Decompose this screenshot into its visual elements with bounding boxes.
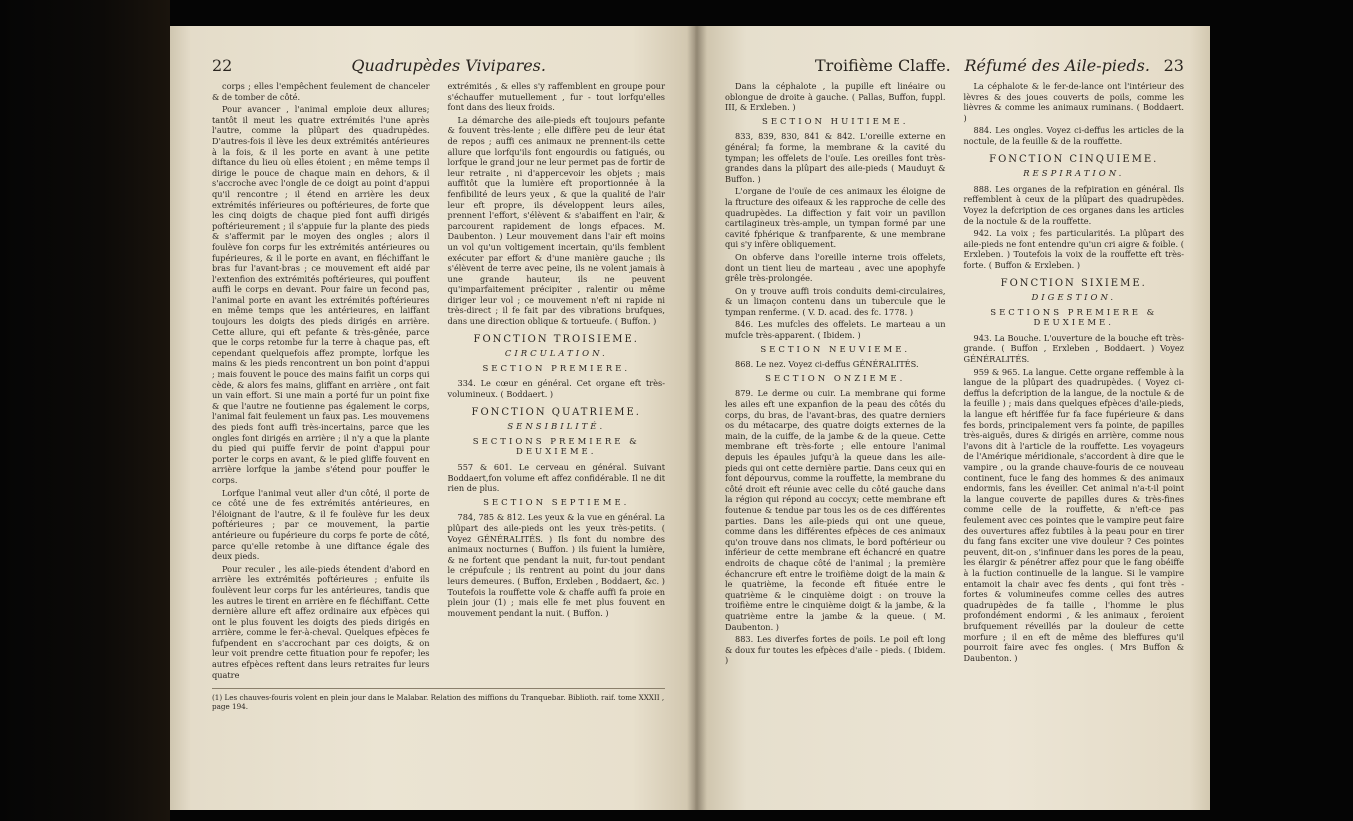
- section-heading: SECTION ONZIEME.: [765, 373, 906, 384]
- section-heading: SECTION NEUVIEME.: [760, 344, 911, 355]
- right-running-head: [725, 56, 1184, 75]
- paragraph: La céphalote & le fer-de-lance ont l'intérieur des lèvres & des joues couverts de poils, comme les lièvres & comme les animaux ruminans. ( Boddaert. ): [963, 81, 1184, 123]
- paragraph: On obferve dans l'oreille interne trois offelets, dont un tient lieu de marteau , avec une apophyfe grêle très-prolongée.: [725, 251, 946, 284]
- paragraph: Pour avancer , l'animal emploie deux allures; tantôt il meut les quatre extrémités l'une après l'autre, comme la plûpart des quadrupèdes. D'autres-fois il lève les deux extrémités antérieures à la fois, & il les porte en avant à une petite diftance du lieu où elles étoient ; en même temps il dirige le pouce de chaque main en dehors, & il s'accroche avec l'ongle de ce doigt au point d'appui qu'il rencontre ; il étend en arrière les deux extrémités inférieures ou poftérieures, de forte que les cinq doigts de chaque pied font auffi dirigés poftérieurement ; il s'appuie fur la plante des pieds & s'affermit par le moyen des ongles ; alors il foulève fon corps fur les extrémités antérieures ou fupérieures, & il le porte en avant, en fléchiffant le bras fur l'avant-bras ; ce mouvement eft aidé par l'extenfion des extrémités poftérieures, qui pouffent auffi le corps en devant. Pour faire un fecond pas, l'animal porte en avant les extrémités poftérieures en même temps que les antérieures, en laiffant toujours les doigts des pieds dirigés en arrière. Cette allure, qui eft pefante & très-gênée, parce que le corps retombe fur la terre à chaque pas, eft cependant quelquefois affez prompte, lorfque les mains & les pieds rencontrent un bon point d'appui ; mais fouvent le pouce des mains faifit un corps qui cède, & alors fes mains, gliffant en arrière , ont fait un vain effort. Si une main a porté fur un point fixe & que l'autre ne foutienne pas également le corps, l'animal fait feulement un faux pas. Les mouvemens des pieds font auffi très-incertains, parce que les ongles font dirigés en arrière ; il n'y a que la plante du pied qui puiffe fervir de point d'appui pour porter le corps en avant, & le pied gliffe fouvent en arrière lorfque la jambe s'étend pour pouffer le corps.: [212, 104, 430, 485]
- right-page-number: 23: [1163, 56, 1184, 75]
- paragraph: La démarche des aile-pieds eft toujours pefante & fouvent très-lente ; elle diffère peu de leur état de repos ; auffi ces animaux ne prennent-ils cette allure que lorfqu'ils font engourdis ou fatigués, ou lorfque le grand jour ne leur permet pas de fortir de leur retraite , ni d'appercevoir les objets ; mais auffitôt que la lumière eft proportionnée à la fenfibilité de leurs yeux , & que la qualité de l'air leur eft propre, ils développent leurs ailes, prennent l'effort, s'élèvent & s'abaiffent en l'air, & parcourent rapidement de longs efpaces. M. Daubenton. ) Leur mouvement dans l'air eft moins un vol qu'un voltigement incertain, qu'ils femblent exécuter par effort & d'une manière gauche ; ils s'élèvent de terre avec peine, ils ne volent jamais à une grande hauteur, ils ne peuvent qu'imparfaitement précipiter , ralentir ou même diriger leur vol ; ce mouvement n'eft ni rapide ni très-direct ; il fe fait par des vibrations brufques, dans une direction oblique & tortueufe. ( Buffon. ): [447, 114, 665, 327]
- paragraph: extrémités , & elles s'y raffemblent en groupe pour s'échauffer mutuellement , fur - tout lorfqu'elles font dans des lieux froids.: [447, 81, 665, 113]
- subheading: SENSIBILITÉ.: [507, 422, 606, 433]
- section-heading: SECTIONS PREMIERE & DEUXIEME.: [472, 436, 640, 458]
- left-running-title: Quadrupèdes Vivipares.: [351, 56, 546, 75]
- left-page: [170, 26, 695, 810]
- paragraph: Pour reculer , les aile-pieds étendent d'abord en arrière les extrémités poftérieures ; enfuite ils foulèvent leur corps fur les antérieures, tandis que les autres le tirent en arrière en fe fléchiffant. Cette dernière allure eft affez ordinaire aux efpèces qui ont le plus fouvent les doigts des pieds dirigés en arrière, comme le fer-à-cheval. Quelques efpèces fe fufpendent en s'accrochant par ces doigts, & on leur voit prendre cette fituation pour fe repofer; les autres efpèces reftent dans leurs retraites fur leurs quatre: [212, 563, 430, 680]
- book-spread: [170, 26, 1210, 810]
- paragraph: On y trouve auffi trois conduits demi-circulaires, & un limaçon contenu dans un tubercule que le tympan renferme. ( V. D. acad. des fc. 1778. ): [725, 285, 946, 317]
- paragraph: 943. La Bouche. L'ouverture de la bouche eft très-grande. ( Buffon , Erxleben , Boddaert. ) Voyez GÉNÉRALITÉS.: [963, 332, 1184, 365]
- paragraph: 833, 839, 830, 841 & 842. L'oreille externe en général; fa forme, la membrane & la cavité du tympan; les offelets de l'ouïe. Les oreilles font très-grandes dans la plûpart des aile-pieds ( Mauduyt & Buffon. ): [725, 131, 946, 184]
- section-heading: SECTION PREMIERE.: [482, 363, 631, 374]
- paragraph: Lorfque l'animal veut aller d'un côté, il porte de ce côté une de fes extrémités antérieures, en l'éloignant de l'autre, & il fe foulève fur les deux poftérieures ; par ce mouvement, la partie antérieure ou fupérieure du corps fe porte de côté, parce qu'elle retombe à une diftance égale des deux pieds.: [212, 487, 430, 562]
- left-running-head: [212, 56, 665, 75]
- right-page: [695, 26, 1210, 810]
- left-column-1: [212, 81, 430, 682]
- paragraph: 942. La voix ; fes particularités. La plûpart des aile-pieds ne font entendre qu'un cri aigre & foible. ( Erxleben. ) Toutefois la voix de la rouffette eft très-forte. ( Buffon & Erxleben. ): [963, 228, 1184, 270]
- section-heading: SECTION SEPTIEME.: [483, 497, 630, 508]
- right-columns: [725, 81, 1184, 668]
- right-column-2: [964, 81, 1185, 668]
- section-heading: FONCTION CINQUIEME.: [989, 153, 1159, 165]
- paragraph: 959 & 965. La langue. Cette organe reffemble à la langue de la plûpart des quadrupèdes. ( Voyez ci-deffus la defcription de la langue, de la noctule & de la feuille ) ; mais dans quelques efpèces d'aile-pieds, la langue eft hériffée fur fa face fupérieure & dans fes bords, principalement vers fa pointe, de papilles très-aiguës, dures & dirigés en arrière, comme nous l'avons dit à l'article de la rouffette. Les voyageurs de l'Amérique méridionale, s'accordent à dire que le vampire , ou la grande chauve-fouris de ce nouveau continent, fuce le fang des hommes & des animaux endormis, fans les éveiller. Cet animal n'a-t-il point la langue couverte de papilles dures & très-fines comme celle de la rouffette, & n'eft-ce pas feulement avec ces pointes que le vampire peut faire des ouvertures affez fubtiles à la peau pour en tirer du fang fans exciter une vive douleur ? Ces pointes peuvent, dit-on , s'infinuer dans les pores de la peau, les élargir & pénétrer affez pour que le fang obéiffe à la fuction continuelle de la langue. Si le vampire entamoit la chair avec fes dents , qui font très - fortes & volumineufes comme celles des autres quadrupèdes de fa taille , l'homme le plus profondément endormi , & les animaux , feroient brufquement réveillés par la douleur de cette morfure ; il en eft de même des bleffures qu'il pourroit faire avec fes ongles. ( Mrs Buffon & Daubenton. ): [963, 366, 1184, 663]
- left-page-number: 22: [212, 56, 233, 75]
- left-column-2: [448, 81, 666, 682]
- footnote: (1) Les chauves-fouris volent en plein jour dans le Malabar. Relation des miffions du Tranquebar. Biblioth. raif. tome XXXII , page 194.: [212, 688, 665, 711]
- paragraph: 879. Le derme ou cuir. La membrane qui forme les ailes eft une expanfion de la peau des côtés du corps, du bras, de l'avant-bras, des quatre derniers os du métacarpe, des quatre doigts externes de la main, de la cuiffe, de la jambe & de la queue. Cette membrane eft très-forte ; elle entoure l'animal depuis les épaules jufqu'à la queue dans les aile-pieds qui ont cette dernière partie. Dans ceux qui en font dépourvus, comme la rouffette, la membrane du côté droit eft réunie avec celle du côté gauche dans la région qui répond au coccyx; cette membrane eft foutenue & tendue par tous les os de ces différentes parties. Dans les aile-pieds qui ont une queue, comme dans les différentes efpèces de ces animaux qu'on trouve dans nos climats, le bord poftérieur ou inférieur de cette membrane eft échancré en quatre endroits de chaque côté de l'animal ; la première échancrure eft entre le troifième doigt de la main & le quatrième, la feconde eft fituée entre le quatrième & le cinquième doigt : on trouve la troifième entre le cinquième doigt & la jambe, & la quatrième entre la jambe & la queue. ( M. Daubenton. ): [725, 388, 946, 632]
- section-heading: SECTION HUITIEME.: [762, 116, 909, 127]
- paragraph: 557 & 601. Le cerveau en général. Suivant Boddaert,fon volume eft affez confidérable. Il ne dit rien de plus.: [447, 462, 665, 494]
- paragraph: 883. Les diverfes fortes de poils. Le poil eft long & doux fur toutes les efpèces d'aile - pieds. ( Ibidem. ): [725, 634, 946, 666]
- background-left: [0, 0, 170, 821]
- right-running-title-b: Réfumé des Aile-pieds.: [964, 56, 1150, 75]
- paragraph: Dans la céphalote , la pupille eft linéaire ou oblongue de droite à gauche. ( Pallas, Buffon, fuppl. III, & Erxleben. ): [725, 81, 946, 113]
- subheading: CIRCULATION.: [504, 349, 608, 360]
- paragraph: 884. Les ongles. Voyez ci-deffus les articles de la noctule, de la feuille & de la rouffette.: [963, 125, 1184, 146]
- paragraph: 888. Les organes de la refpiration en général. Ils reffemblent à ceux de la plûpart des quadrupèdes. Voyez la defcription de ces organes dans les articles de la noctule & de la rouffette.: [963, 183, 1184, 226]
- paragraph: 846. Les mufcles des offelets. Le marteau a un mufcle très-apparent. ( Ibidem. ): [725, 319, 946, 341]
- section-heading: SECTIONS PREMIERE & DEUXIEME.: [990, 307, 1158, 329]
- right-column-1: [725, 81, 946, 668]
- book-gutter: [687, 26, 707, 810]
- section-heading: FONCTION QUATRIEME.: [471, 406, 641, 418]
- subheading: DIGESTION.: [1031, 293, 1117, 304]
- paragraph: 868. Le nez. Voyez ci-deffus GÉNÉRALITÉS.: [735, 359, 919, 370]
- paragraph: 334. Le cœur en général. Cet organe eft très-volumineux. ( Boddaert. ): [447, 378, 665, 400]
- paragraph: 784, 785 & 812. Les yeux & la vue en général. La plûpart des aile-pieds ont les yeux très-petits. ( Voyez GÉNÉRALITÉS. ) Ils font du nombre des animaux nocturnes ( Buffon. ) ils fuient la lumière, & ne fortent que pendant la nuit, fur-tout pendant le crépufcule ; ils rentrent au point du jour dans leurs demeures. ( Buffon, Erxleben , Boddaert, &c. ) Toutefois la rouffette vole & chaffe auffi fa proie en plein jour (1) ; mais elle fe met plus fouvent en mouvement pendant la nuit. ( Buffon. ): [447, 512, 665, 618]
- paragraph: corps ; elles l'empêchent feulement de chanceler & de tomber de côté.: [212, 81, 430, 102]
- background-right: [1210, 0, 1353, 821]
- left-columns: [212, 81, 665, 682]
- section-heading: FONCTION TROISIEME.: [473, 333, 639, 345]
- right-running-title-a: Troifième Claffe.: [815, 56, 951, 75]
- paragraph: L'organe de l'ouïe de ces animaux les éloigne de la ftructure des oifeaux & les rapproche de celle des quadrupèdes. La diffection y fait voir un pavillon cartilagineux très-ample, un tympan formé par une cavité fphérique & tranfparente, & une membrane qui s'y infère obliquement.: [725, 186, 946, 250]
- section-heading: FONCTION SIXIEME.: [1000, 277, 1147, 289]
- subheading: RESPIRATION.: [1023, 169, 1125, 180]
